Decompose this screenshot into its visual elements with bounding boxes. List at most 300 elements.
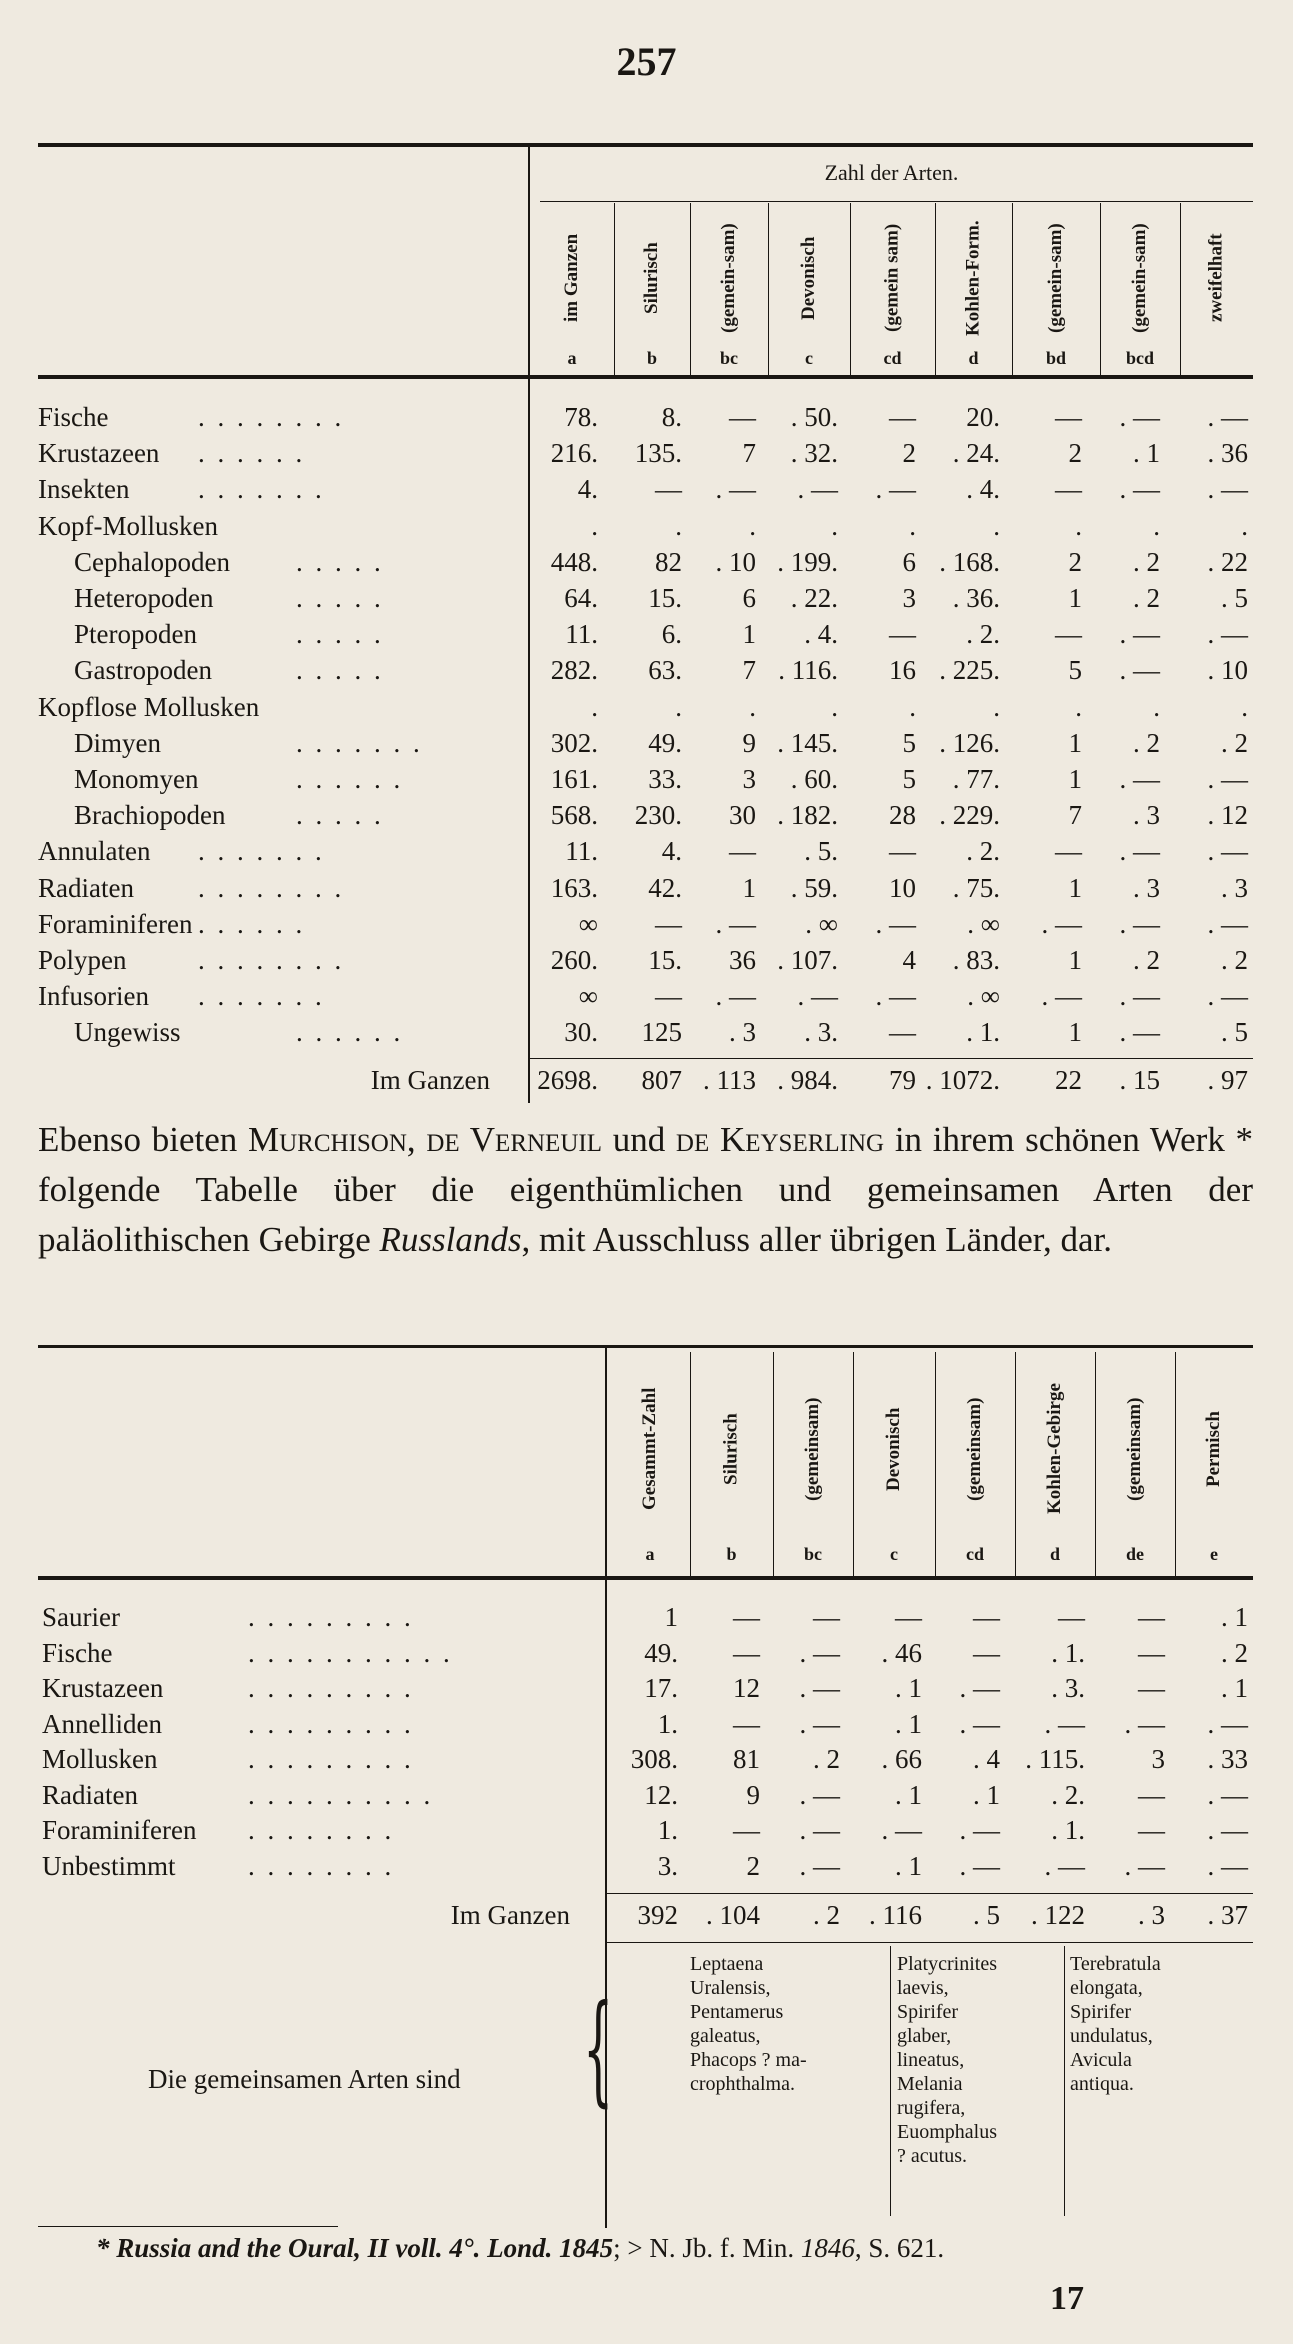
cell-value: . 4. (804, 619, 838, 650)
t2-col-code-5: d (1049, 1544, 1060, 1564)
table2-top-rule (38, 1345, 1253, 1348)
cell-value: . 3 (729, 1017, 756, 1048)
cell-value: . 4. (966, 474, 1000, 505)
common-species-col2: Platycrinites laevis, Spirifer glaber, lineatus, Melania rugifera, Euomphalus ? acutus. (897, 1953, 997, 2167)
cell-value: . — (959, 1708, 1000, 1739)
cell-value: . 1 (1221, 1602, 1248, 1632)
cell-value: . — (1124, 1708, 1165, 1739)
table1-total-value: . 15 (1119, 1065, 1160, 1095)
row-label: Ungewiss (74, 1017, 181, 1048)
cell-value: . (1075, 691, 1082, 722)
cell-value: . 1 (973, 1779, 1000, 1810)
cell-value: . 229. (939, 800, 1000, 831)
cell-value: 30. (564, 1017, 598, 1048)
cell-value: 49. (648, 727, 682, 758)
t1-col-header-8: zweifelhaft (1205, 233, 1227, 323)
cell-value: 6 (902, 546, 916, 577)
cell-value: . 1 (895, 1673, 922, 1703)
leader-dots: . . . . . . . (198, 981, 325, 1012)
t1-col-header-4: (gemein sam) (881, 223, 903, 333)
cell-value: 135. (634, 438, 682, 469)
cell-value: . 50. (790, 402, 838, 432)
cell-value: 9 (742, 727, 756, 758)
leader-dots: . . . . . . . (296, 727, 423, 758)
cell-value: . — (1119, 764, 1160, 794)
cell-value: . — (1041, 908, 1082, 939)
cell-value: — (729, 836, 756, 867)
cell-value: 12 (733, 1673, 760, 1703)
cell-value: 282. (550, 655, 598, 686)
cell-value: . ∞ (805, 908, 838, 939)
t2-col-header-7: Permisch (1203, 1411, 1224, 1487)
table2-common-rule (605, 1942, 1253, 1943)
leader-dots: . . . . . (296, 619, 384, 650)
table2-row (38, 1671, 1253, 1705)
page-number: 257 (616, 39, 677, 84)
cell-value: — (1055, 619, 1082, 650)
cell-value: 15. (648, 945, 682, 975)
cell-value: 6 (742, 583, 756, 613)
table2-total-value: . 104 (706, 1900, 760, 1930)
leader-dots: . . . . . . . . . (248, 1708, 414, 1739)
row-label: Mollusken (42, 1744, 158, 1774)
cell-value: . 3. (804, 1017, 838, 1048)
cell-value: 568. (550, 800, 598, 831)
t2-col-header-2: (gemeinsam) (802, 1397, 823, 1501)
cell-value: . (749, 691, 756, 722)
leader-dots: . . . . . . . . (198, 945, 345, 975)
t1-col-header-1: Silurisch (641, 242, 662, 314)
table1-row (38, 581, 1253, 615)
table1-row (38, 762, 1253, 796)
row-label: Kopf-Mollusken (38, 510, 218, 541)
t1-col-header-3: Devonisch (798, 236, 819, 320)
t2-col-code-7: e (1210, 1544, 1218, 1564)
table1-total-value: . 1072. (925, 1065, 1000, 1095)
cell-value: 216. (550, 438, 598, 469)
t1-col-header-5: Kohlen-Form. (962, 220, 984, 336)
cell-value: 11. (565, 619, 598, 650)
cell-value: — (1138, 1673, 1165, 1703)
leader-dots: . . . . . (296, 583, 384, 613)
cell-value: . 32. (790, 438, 838, 469)
table1-row (38, 979, 1253, 1013)
cell-value: . — (959, 1850, 1000, 1881)
table1-total-value: 22 (1055, 1065, 1082, 1095)
table1-row (38, 834, 1253, 868)
t1-col-code-3: c (805, 348, 813, 368)
table2-total-value: . 122 (1031, 1900, 1085, 1930)
leader-dots: . . . . . (296, 800, 384, 831)
author-murchison: Murchison (247, 1120, 407, 1159)
cell-value: 6. (661, 619, 682, 650)
cell-value: — (973, 1637, 1000, 1668)
row-label: Annelliden (42, 1708, 162, 1739)
cell-value: . 60. (790, 764, 838, 794)
t2-col-divider-4 (935, 1352, 936, 1576)
t1-col-header-2: (gemein-sam) (718, 223, 739, 333)
cell-value: . 3 (1133, 872, 1160, 903)
cell-value: . — (1207, 1708, 1248, 1739)
cell-value: . — (875, 474, 916, 505)
cell-value: 2 (902, 438, 916, 469)
cell-value: . ∞ (967, 981, 1000, 1012)
cell-value: — (729, 402, 756, 432)
cell-value: . 22. (790, 583, 838, 613)
cell-value: . — (1207, 619, 1248, 650)
table1-row (38, 726, 1253, 760)
cell-value: . 1. (1051, 1815, 1085, 1845)
row-label: Krustazeen (42, 1673, 164, 1703)
t1-col-divider-5 (935, 203, 936, 375)
cell-value: . — (1207, 402, 1248, 432)
cell-value: — (1138, 1779, 1165, 1810)
table1-total-rule (528, 1058, 1253, 1059)
table2-row (38, 1707, 1253, 1741)
cell-value: 78. (564, 402, 598, 432)
row-label: Infusorien (38, 981, 149, 1012)
t1-col-code-0: a (567, 348, 577, 368)
row-label: Cephalopoden (74, 546, 230, 577)
cell-value: . 2 (1133, 945, 1160, 975)
t2-col-header-3: Devonisch (883, 1407, 904, 1491)
cell-value: . 2 (1133, 727, 1160, 758)
t2-col-code-3: c (890, 1544, 898, 1564)
cell-value: . 2 (813, 1744, 840, 1774)
table1-group-title: Zahl der Arten. (824, 160, 959, 185)
cell-value: 2 (1068, 546, 1082, 577)
cell-value: . — (797, 981, 838, 1012)
cell-value: . — (1207, 764, 1248, 794)
t2-col-divider-2 (773, 1352, 774, 1576)
cell-value: 161. (550, 764, 598, 794)
cell-value: 5 (902, 727, 916, 758)
cell-value: . 2 (1221, 1637, 1248, 1668)
cell-value: — (1138, 1637, 1165, 1668)
cell-value: — (1055, 402, 1082, 432)
cell-value: . 2 (1221, 945, 1248, 975)
cell-value: — (895, 1602, 922, 1632)
cell-value: 163. (550, 872, 598, 903)
leader-dots: . . . . . . . . (248, 1850, 395, 1881)
cell-value: . — (1207, 474, 1248, 505)
cell-value: . 1 (895, 1850, 922, 1881)
cell-value: 7 (1068, 800, 1082, 831)
cell-value: . (993, 510, 1000, 541)
cell-value: 10 (889, 872, 916, 903)
cell-value: . (831, 510, 838, 541)
row-label: Brachiopoden (74, 800, 226, 831)
cell-value: . 10 (715, 546, 756, 577)
row-label: Fische (38, 402, 109, 432)
cell-value: — (889, 619, 916, 650)
row-label: Radiaten (38, 872, 134, 903)
leader-dots: . . . . . . . . (198, 872, 345, 903)
table1-top-rule (38, 143, 1253, 147)
cell-value: . (1241, 691, 1248, 722)
cell-value: . — (1044, 1708, 1085, 1739)
table1-row (38, 472, 1253, 506)
t2-col-divider-6 (1095, 1352, 1096, 1576)
t2-col-header-1: Silurisch (720, 1413, 742, 1485)
table2-total-value: . 116 (869, 1900, 922, 1930)
t1-col-divider-8 (1180, 203, 1181, 375)
cell-value: . 1 (1221, 1673, 1248, 1703)
cell-value: 125 (641, 1017, 682, 1048)
cell-value: . (1153, 510, 1160, 541)
cell-value: 308. (630, 1744, 678, 1774)
row-label: Foraminiferen (42, 1815, 197, 1845)
leader-dots: . . . . . . . (198, 836, 325, 867)
table1-row (38, 509, 1253, 543)
row-label: Dimyen (74, 727, 161, 758)
row-label: Heteropoden (74, 583, 214, 613)
row-label: Unbestimmt (42, 1850, 176, 1881)
cell-value: . 75. (952, 872, 1000, 903)
cell-value: . (591, 510, 598, 541)
cell-value: . — (1119, 655, 1160, 686)
cell-value: 64. (564, 583, 598, 613)
t1-col-header-6: (gemein-sam) (1045, 223, 1066, 333)
cell-value: 1 (664, 1602, 678, 1632)
cell-value: — (1138, 1815, 1165, 1845)
cell-value: — (889, 836, 916, 867)
row-label: Gastropoden (74, 655, 212, 686)
table1-total-value: . 984. (777, 1065, 838, 1095)
cell-value: . (909, 691, 916, 722)
t1-col-code-5: d (968, 348, 979, 368)
t2-col-header-0: Gesammt-Zahl (639, 1387, 660, 1511)
cell-value: . — (715, 981, 756, 1012)
cell-value: 1 (1068, 872, 1082, 903)
cell-value: . — (1119, 981, 1160, 1012)
cell-value: . 12 (1207, 800, 1248, 831)
cell-value: 49. (644, 1637, 678, 1668)
cell-value: — (655, 474, 682, 505)
cell-value: 42. (648, 872, 682, 903)
t1-col-divider-1 (614, 203, 615, 375)
t1-col-code-1: b (646, 348, 657, 368)
cell-value: 3. (657, 1850, 678, 1881)
cell-value: 5 (1068, 655, 1082, 686)
cell-value: . (675, 691, 682, 722)
cell-value: . 116. (778, 655, 838, 686)
cell-value: . 115. (1025, 1744, 1085, 1774)
cell-value: . 3 (1221, 872, 1248, 903)
leader-dots: . . . . . . . (198, 474, 325, 505)
cell-value: — (889, 1017, 916, 1048)
cell-value: 1 (742, 619, 756, 650)
cell-value: . — (799, 1815, 840, 1845)
cell-value: . 83. (952, 945, 1000, 975)
row-label: Insekten (38, 474, 130, 505)
cell-value: . — (1041, 981, 1082, 1012)
cell-value: . 1 (895, 1708, 922, 1739)
common-divider-1 (890, 1946, 891, 2216)
cell-value: . — (799, 1637, 840, 1668)
cell-value: . (591, 691, 598, 722)
leader-dots: . . . . . . (296, 764, 404, 794)
cell-value: 20. (966, 402, 1000, 432)
t2-col-code-4: cd (966, 1544, 984, 1564)
footnote-rule (38, 2226, 338, 2227)
cell-value: . — (799, 1850, 840, 1881)
t1-col-divider-6 (1012, 203, 1013, 375)
table2-row (38, 1813, 1253, 1847)
cell-value: . — (797, 474, 838, 505)
cell-value: . 168. (939, 546, 1000, 577)
row-label: Annulaten (38, 836, 151, 867)
cell-value: . ∞ (967, 908, 1000, 939)
row-label: Polypen (38, 945, 127, 975)
leader-dots: . . . . . . . . . (248, 1744, 414, 1774)
cell-value: 63. (648, 655, 682, 686)
cell-value: — (733, 1815, 760, 1845)
cell-value: . 1 (895, 1779, 922, 1810)
cell-value: . 1 (1133, 438, 1160, 469)
t1-col-code-2: bc (720, 348, 738, 368)
table2-total-label: Im Ganzen (450, 1900, 570, 1930)
cell-value: . 4 (973, 1744, 1000, 1774)
t2-col-divider-7 (1175, 1352, 1176, 1576)
t1-col-divider-2 (690, 203, 691, 375)
t2-col-code-2: bc (804, 1544, 822, 1564)
t1-col-divider-3 (768, 203, 769, 375)
cell-value: 4. (661, 836, 682, 867)
cell-value: 17. (644, 1673, 678, 1703)
table2-total-value: . 2 (813, 1900, 840, 1930)
table2-row (38, 1636, 1253, 1670)
cell-value: . — (1119, 1017, 1160, 1048)
cell-value: — (889, 402, 916, 432)
cell-value: . 1. (966, 1017, 1000, 1048)
cell-value: . (749, 510, 756, 541)
cell-value: . — (1119, 908, 1160, 939)
cell-value: . — (959, 1673, 1000, 1703)
table2-total-value: . 5 (973, 1900, 1000, 1930)
table1-total-value: . 97 (1207, 1065, 1248, 1095)
cell-value: 8. (661, 402, 682, 432)
cell-value: 1 (1068, 1017, 1082, 1048)
cell-value: 2 (1068, 438, 1082, 469)
t2-col-header-6: (gemeinsam) (1124, 1397, 1145, 1501)
row-label: Foraminiferen (38, 908, 193, 939)
table1-header-rule (38, 375, 1253, 379)
cell-value: — (1058, 1602, 1085, 1632)
row-label: Kopflose Mollusken (38, 691, 260, 722)
t1-col-divider-4 (850, 203, 851, 375)
common-species-col3: Terebratula elongata, Spirifer undulatus, Avicula antiqua. (1070, 1953, 1161, 2095)
cell-value: . — (881, 1815, 922, 1845)
common-species-brace: { (582, 1980, 614, 2119)
cell-value: . 2 (1133, 583, 1160, 613)
cell-value: . 5 (1221, 1017, 1248, 1048)
cell-value: . 199. (777, 546, 838, 577)
cell-value: 3 (902, 583, 916, 613)
cell-value: 1 (1068, 583, 1082, 613)
cell-value: — (1055, 474, 1082, 505)
cell-value: . 2. (1051, 1779, 1085, 1810)
cell-value: 1. (657, 1815, 678, 1845)
common-species-col1: Leptaena Uralensis, Pentamerus galeatus, Phacops ? ma- crophthalma. (690, 1953, 807, 2095)
cell-value: . (675, 510, 682, 541)
table1-total-value: 807 (641, 1065, 682, 1095)
cell-value: . (831, 691, 838, 722)
cell-value: 1 (1068, 727, 1082, 758)
t2-col-header-5: Kohlen-Gebirge (1044, 1383, 1065, 1515)
cell-value: . 10 (1207, 655, 1248, 686)
table2-row (38, 1849, 1253, 1883)
cell-value: . (1241, 510, 1248, 541)
leader-dots: . . . . . . . . (198, 402, 345, 432)
cell-value: . 3. (1051, 1673, 1085, 1703)
cell-value: . 22 (1207, 546, 1248, 577)
cell-value: — (655, 981, 682, 1012)
t2-col-code-6: de (1126, 1544, 1144, 1564)
table1-row (38, 436, 1253, 470)
t1-col-code-4: cd (883, 348, 902, 368)
cell-value: . — (1119, 474, 1160, 505)
cell-value: . 2 (1221, 727, 1248, 758)
table2-total-value: . 37 (1207, 1900, 1248, 1930)
cell-value: 7 (742, 438, 756, 469)
cell-value: 15. (648, 583, 682, 613)
cell-value: . 46 (881, 1637, 922, 1668)
leader-dots: . . . . . . . . . (248, 1673, 414, 1703)
leader-dots: . . . . . . . . . (248, 1602, 414, 1632)
cell-value: . — (799, 1779, 840, 1810)
cell-value: . — (1207, 1779, 1248, 1810)
table1-row (38, 943, 1253, 977)
cell-value: . — (1207, 981, 1248, 1012)
cell-value: 82 (655, 546, 682, 577)
cell-value: 260. (550, 945, 598, 975)
author-keyserling: de Keyserling (675, 1120, 885, 1159)
cell-value: . — (875, 908, 916, 939)
leader-dots: . . . . . . (198, 438, 306, 469)
cell-value: . — (1119, 402, 1160, 432)
leader-dots: . . . . . (296, 546, 384, 577)
row-label: Monomyen (74, 764, 199, 794)
table1-row (38, 1015, 1253, 1049)
table1-total-value: . 113 (703, 1065, 756, 1095)
t1-col-code-6: bd (1045, 348, 1067, 368)
table1-row (38, 653, 1253, 687)
cell-value: . 5. (804, 836, 838, 867)
cell-value: 230. (634, 800, 682, 831)
cell-value: 36 (729, 945, 756, 975)
cell-value: . — (1207, 908, 1248, 939)
cell-value: . — (875, 981, 916, 1012)
cell-value: 1 (742, 872, 756, 903)
leader-dots: . . . . . . . . . . . (248, 1637, 453, 1668)
row-label: Pteropoden (74, 619, 197, 650)
cell-value: 1 (1068, 945, 1082, 975)
cell-value: — (733, 1637, 760, 1668)
cell-value: — (1055, 836, 1082, 867)
cell-value: . 77. (952, 764, 1000, 794)
cell-value: 81 (733, 1744, 760, 1774)
cell-value: . — (1119, 619, 1160, 650)
t2-col-divider-1 (690, 1352, 691, 1576)
t1-col-header-7: (gemein-sam) (1129, 223, 1150, 333)
cell-value: 7 (742, 655, 756, 686)
table1-total-value: 79 (889, 1065, 916, 1095)
table2-header-rule (38, 1576, 1253, 1580)
cell-value: 3 (742, 764, 756, 794)
cell-value: 302. (550, 727, 598, 758)
table1-row (38, 798, 1253, 832)
